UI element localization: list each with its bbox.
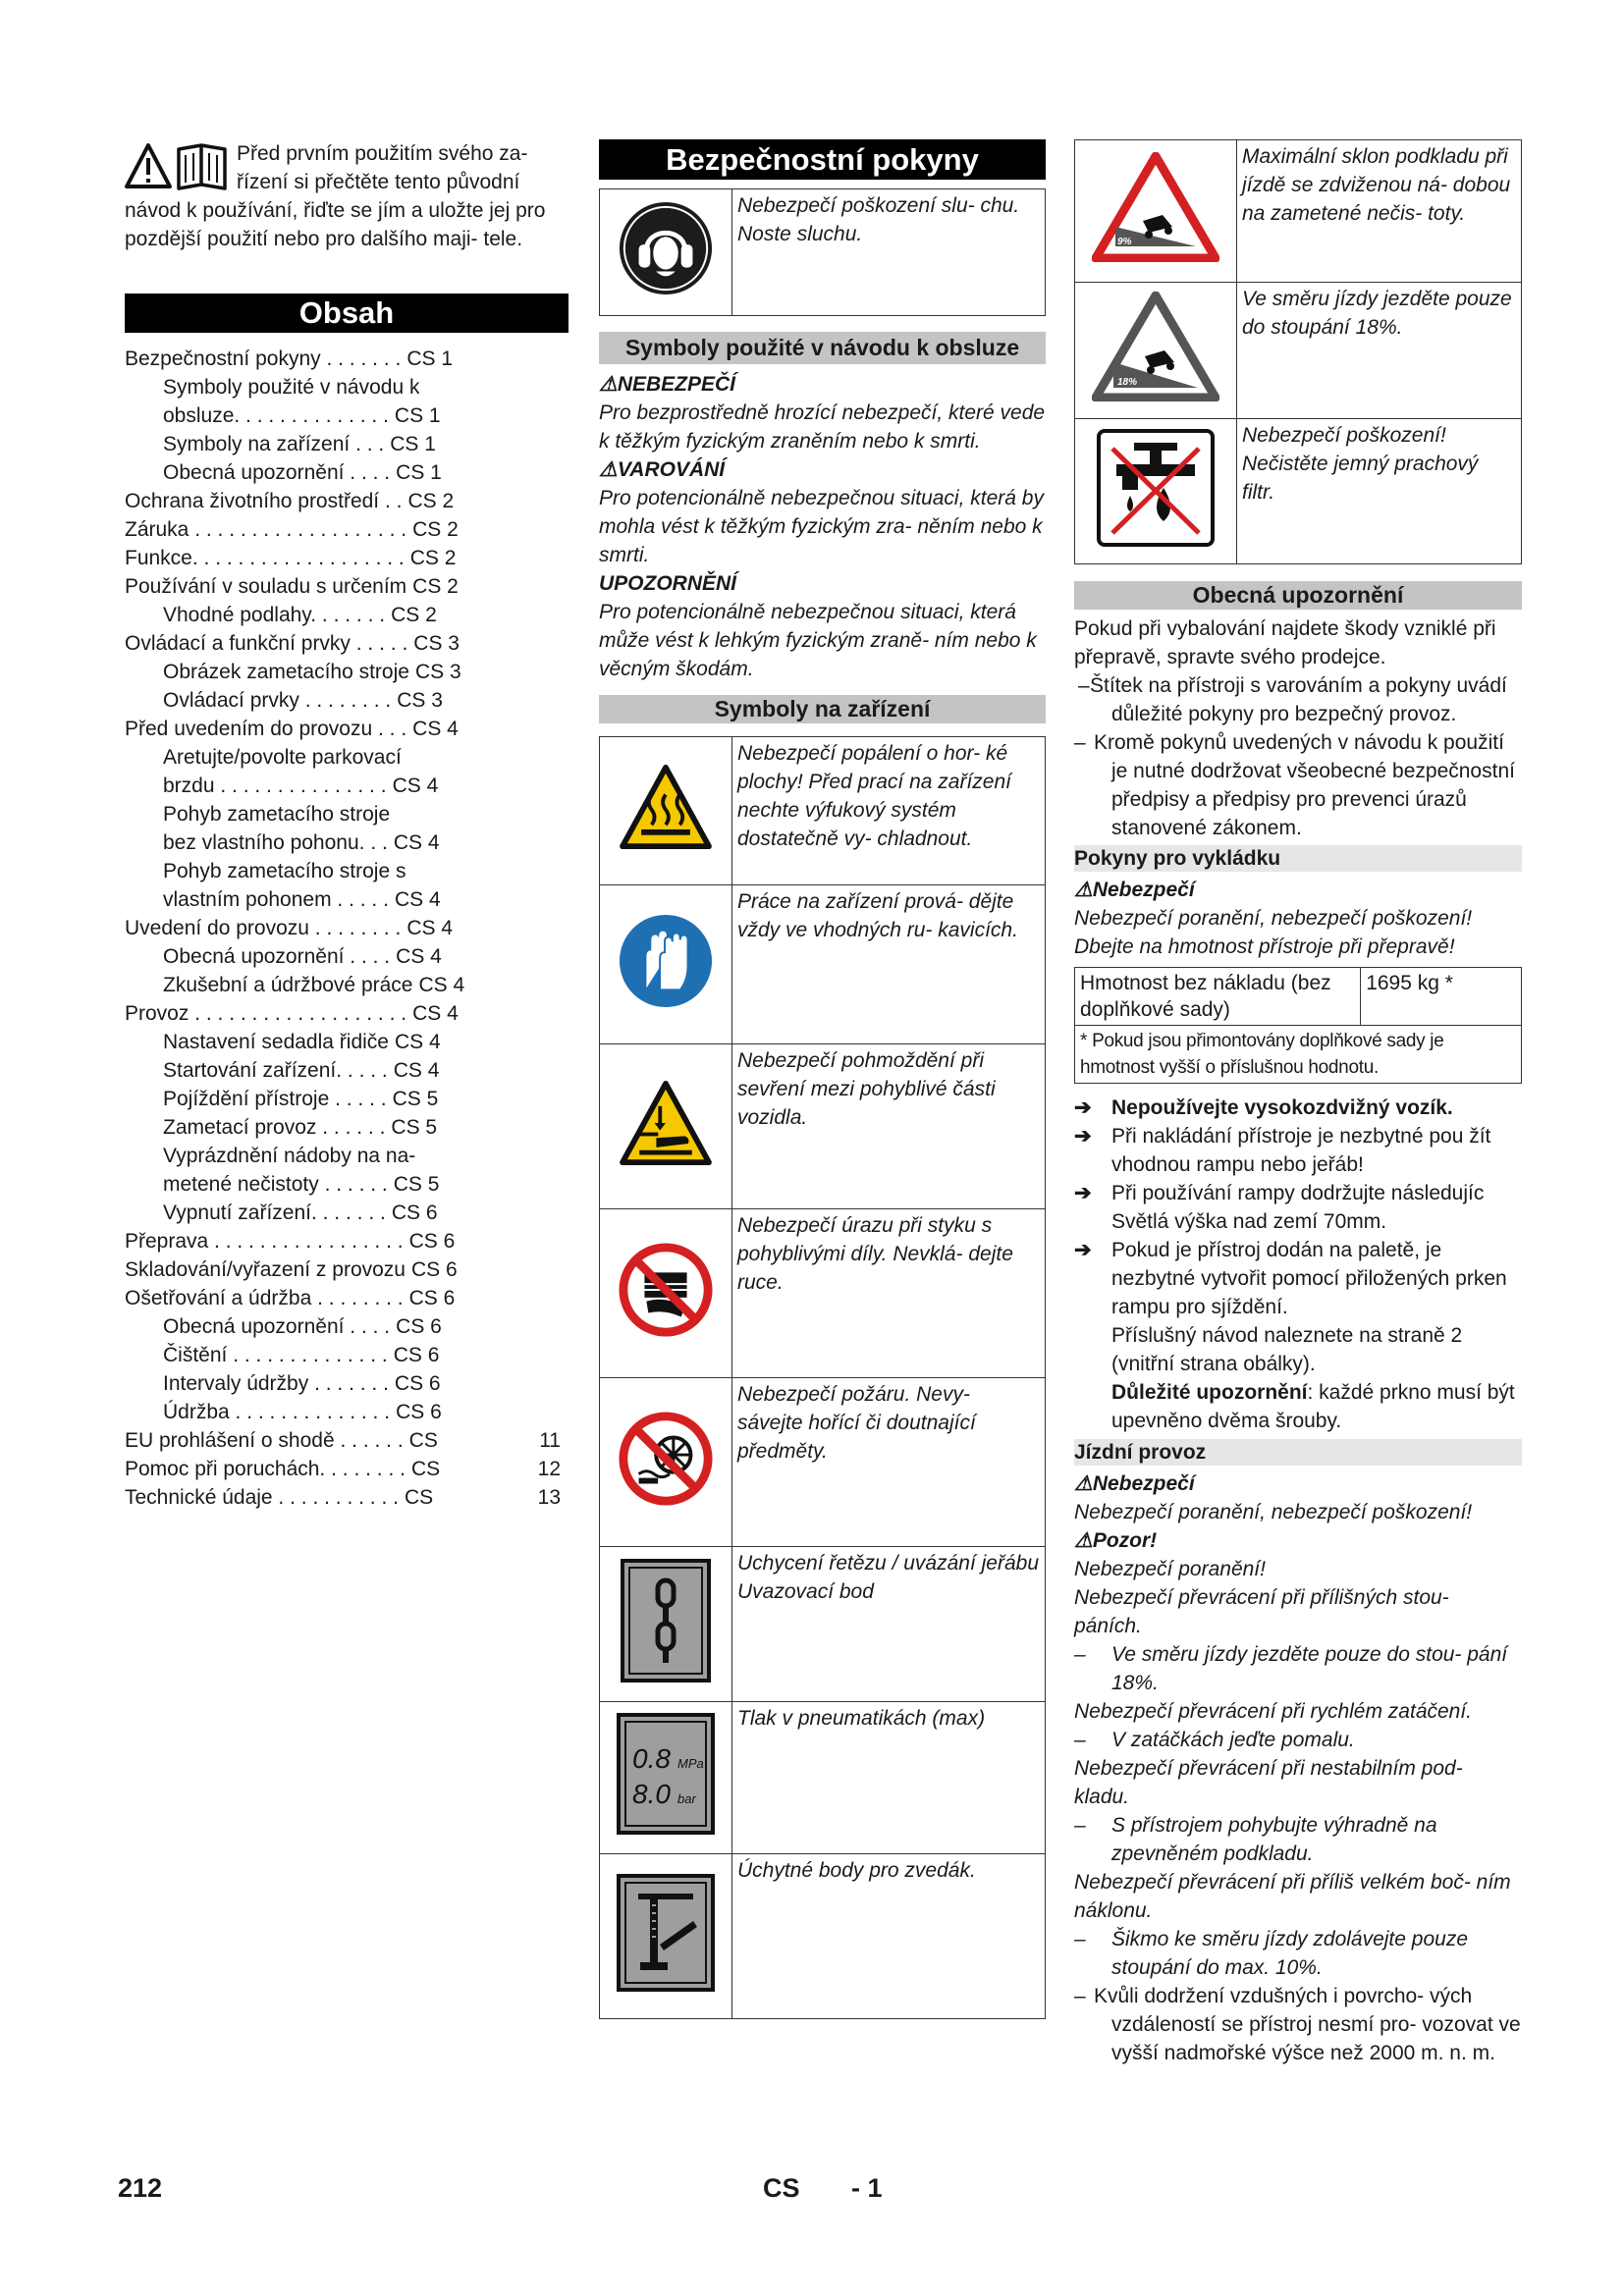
chain-tie-down-icon: [621, 1559, 711, 1682]
toc-entry[interactable]: [125, 601, 568, 629]
slope-9-text: Maximální sklon podkladu při jízdě se zdviženou ná- dobou na zametené nečis- toty.: [1237, 140, 1522, 283]
driving-heading: Jízdní provoz: [1074, 1439, 1522, 1466]
toc-entry[interactable]: [125, 857, 568, 885]
toc-entry-page: CS 6: [408, 1287, 456, 1309]
toc-entry-page: CS: [410, 1458, 441, 1480]
driving-lines: [1074, 1555, 1522, 1982]
toc-entry[interactable]: [125, 1483, 568, 1512]
hot-surface-cell: [600, 737, 732, 885]
unloading-item-2: [1074, 1122, 1522, 1179]
weight-label: Hmotnost bez nákladu (bez doplňkové sady): [1075, 968, 1361, 1026]
toc-entry[interactable]: [125, 572, 568, 601]
driving-line: Nebezpečí převrácení při přílišných stou- páních.: [1074, 1586, 1449, 1637]
toc-entry-title: Nastavení sedadla řidiče: [163, 1031, 389, 1053]
intro-block: [125, 139, 568, 253]
jack-point-cell: [600, 1854, 732, 2019]
toc-entry-title: Funkce. . . . . . . . . . . . . . . . . . .: [125, 547, 405, 569]
toc-entry[interactable]: [125, 800, 568, 828]
driving-line: Nebezpečí převrácení při rychlém zatáčení.: [1074, 1700, 1473, 1723]
toc-entry[interactable]: [125, 772, 568, 800]
toc-entry[interactable]: [125, 1085, 568, 1113]
general-item-2: – Kromě pokynů uvedených v návodu k použití je nutné dodržovat všeobecné bezpečnostní předpisy a předpisy pro prevenci úrazů stanovené zákonem.: [1074, 731, 1515, 839]
toc-entry-title: Pojíždění přístroje . . . . .: [163, 1088, 387, 1110]
weight-table: [1074, 967, 1522, 1084]
toc-entry-title: vlastním pohonem . . . . .: [163, 888, 389, 911]
toc-entry-title: Zametací provoz . . . . . .: [163, 1116, 386, 1139]
unloading-danger-text: Nebezpečí poranění, nebezpečí poškození! Dbejte na hmotnost přístroje při přepravě!: [1074, 907, 1473, 958]
toc-entry-title: Technické údaje . . . . . . . . . . .: [125, 1486, 399, 1509]
toc-entry-page-number: 13: [537, 1486, 561, 1509]
toc-entry[interactable]: [125, 715, 568, 743]
driving-line: Nebezpečí poranění!: [1074, 1558, 1266, 1580]
no-reaching-cell: [600, 1209, 732, 1378]
crush-text: Nebezpečí pohmoždění při sevření mezi pohyblivé části vozidla.: [732, 1044, 1046, 1209]
toc-entry-page: CS 2: [409, 547, 457, 569]
arrow-right-icon: ➔: [1074, 1125, 1092, 1148]
crush-cell: [600, 1044, 732, 1209]
toc-entry-page: CS 4: [393, 831, 440, 854]
toc-entry-title: obsluze. . . . . . . . . . . . . .: [163, 404, 389, 427]
toc-entry-page: CS 3: [397, 689, 443, 712]
toc-entry[interactable]: [125, 1426, 568, 1455]
unloading-item-4: [1074, 1236, 1522, 1321]
toc-entry[interactable]: [125, 401, 568, 430]
no-smoldering-objects-icon: [618, 1411, 714, 1507]
gauge-bottom-value: 8.0: [632, 1779, 671, 1809]
toc-entry[interactable]: [125, 1028, 568, 1056]
toc-entry[interactable]: [125, 828, 568, 857]
toc-entry-page: CS 2: [407, 490, 455, 512]
caution-label: UPOZORNĚNÍ: [599, 572, 737, 595]
column-left: [125, 139, 568, 1512]
toc-entry-page: CS 1: [394, 404, 441, 427]
toc-entry[interactable]: [125, 971, 568, 999]
gloves-cell: [600, 885, 732, 1044]
arrow-right-icon: ➔: [1074, 1096, 1092, 1119]
toc-entry[interactable]: [125, 1227, 568, 1255]
toc-entry[interactable]: [125, 629, 568, 658]
chain-text: [732, 1547, 1046, 1702]
filter-text: Nebezpečí poškození! Nečistěte jemný prachový filtr.: [1237, 419, 1522, 564]
toc-entry-title: Intervaly údržby . . . . . . .: [163, 1372, 389, 1395]
general-item-2-text: Kromě pokynů uvedených v návodu k použití je nutné dodržovat všeobecné bezpečnostní předpisy a předpisy pro prevenci úrazů stanovené zákonem.: [1094, 731, 1515, 839]
general-text: Pokud při vybalování najdete škody vzniklé při přepravě, spravte svého prodejce.: [1074, 617, 1496, 668]
intro-text: Před prvním použitím svého za- řízení si přečtěte tento původní návod k používání, řiďte se jím a uložte jej pro pozdější použití nebo pro dalšího maji- tele.: [125, 142, 546, 250]
toc-entry[interactable]: [125, 1255, 568, 1284]
toc-entry-title: Před uvedením do provozu . . .: [125, 718, 407, 740]
toc-entry-title: Pomoc při poruchách. . . . . . . .: [125, 1458, 406, 1480]
weight-note: * Pokud jsou přimontovány doplňkové sady je hmotnost vyšší o příslušnou hodnotu.: [1075, 1026, 1522, 1084]
toc-entry-title: Obecná upozornění . . . .: [163, 1315, 391, 1338]
max-slope-9-icon: [1092, 152, 1219, 262]
toc-entry-page: CS 6: [396, 1401, 442, 1423]
unloading-important: [1074, 1378, 1522, 1435]
toc-entry[interactable]: [125, 487, 568, 515]
fire-text: Nebezpečí požáru. Nevy- sávejte hořící či doutnající předměty.: [732, 1378, 1046, 1547]
unloading-list: [1074, 1094, 1522, 1435]
toc-entry-page: CS 1: [390, 433, 436, 455]
toc-entry[interactable]: [125, 430, 568, 458]
toc-entry-title: Ovládací prvky . . . . . . . .: [163, 689, 392, 712]
important-text: : každé prkno musí být upevněno dvěma šrouby.: [1111, 1381, 1515, 1432]
toc-entry[interactable]: [125, 885, 568, 914]
hot-surface-warning-icon: [619, 764, 713, 850]
toc-entry-page: CS 6: [393, 1344, 440, 1366]
toc-entry-title: Vhodné podlahy. . . . . . .: [163, 604, 386, 626]
fire-cell: [600, 1378, 732, 1547]
hot-surface-text: Nebezpečí popálení o hor- ké plochy! Před prací na zařízení nechte výfukový systém dostatečně vy- chladnout.: [732, 737, 1046, 885]
general-item-1-text: Štítek na přístroji s varováním a pokyny uvádí důležité pokyny pro bezpečný provoz.: [1090, 674, 1507, 725]
toc-entry-title: Pohyb zametacího stroje s: [163, 860, 406, 882]
toc-entry-title: Aretujte/povolte parkovací: [163, 746, 402, 769]
toc-entry[interactable]: [125, 658, 568, 686]
toc-entry[interactable]: [125, 914, 568, 942]
symbols-manual-heading: Symboly použité v návodu k obsluze: [599, 332, 1046, 364]
toc-heading: Obsah: [125, 294, 568, 333]
toc-entry[interactable]: [125, 686, 568, 715]
toc-entry[interactable]: [125, 1056, 568, 1085]
toc-entry[interactable]: [125, 1113, 568, 1142]
page-number: 212: [118, 2173, 163, 2203]
toc-entry-title: bez vlastního pohonu. . .: [163, 831, 388, 854]
driving-dash-item-text: V zatáčkách jeďte pomalu.: [1111, 1729, 1355, 1751]
driving-line: Nebezpečí převrácení při nestabilním pod- kladu.: [1074, 1757, 1463, 1808]
toc-entry-title: Vypnutí zařízení. . . . . . .: [163, 1201, 386, 1224]
toc-entry-title: Pohyb zametacího stroje: [163, 803, 391, 826]
symbols-manual-list: [599, 370, 1046, 683]
toc-entry-title: Symboly na zařízení . . .: [163, 433, 385, 455]
toc-entry-page: CS 2: [391, 604, 437, 626]
unloading-item-3-text: Při používání rampy dodržujte následujíc Světlá výška nad zemí 70mm.: [1111, 1182, 1485, 1233]
filter-cell: [1075, 419, 1237, 564]
danger-text: Pro bezprostředně hrozící nebezpečí, které vede k těžkým fyzickým zraněním nebo k smrti.: [599, 401, 1046, 453]
toc-entry-title: Obecná upozornění . . . .: [163, 461, 391, 484]
unloading-item-3: [1074, 1179, 1522, 1236]
toc-entry-page: CS 5: [391, 1116, 438, 1139]
wear-gloves-icon: [618, 913, 714, 1009]
toc-entry-title: Obrázek zametacího stroje: [163, 661, 409, 683]
column-middle: [599, 139, 1046, 2019]
toc-entry-title: Ovládací a funkční prvky . . . . .: [125, 632, 408, 655]
toc-entry-page: CS 3: [414, 661, 461, 683]
tire-pressure-text: Tlak v pneumatikách (max): [732, 1702, 1046, 1854]
toc-entry[interactable]: [125, 458, 568, 487]
no-cleaning-filter-icon: [1095, 427, 1217, 549]
unloading-danger-label: ⚠Nebezpečí: [1074, 879, 1195, 901]
toc-entry-page: CS 6: [391, 1201, 438, 1224]
driving-line: Nebezpečí převrácení při příliš velkém boč- ním náklonu.: [1074, 1871, 1511, 1922]
gloves-text: Práce na zařízení prová- dějte vždy ve vhodných ru- kavicích.: [732, 885, 1046, 1044]
toc-entry-title: EU prohlášení o shodě . . . . . .: [125, 1429, 404, 1452]
toc-entry-title: Ochrana životního prostředí . .: [125, 490, 403, 512]
column-right: [1074, 139, 1522, 2067]
toc-entry[interactable]: [125, 999, 568, 1028]
toc-entry-title: Startování zařízení. . . . .: [163, 1059, 388, 1082]
gauge-bottom-unit: bar: [677, 1791, 696, 1806]
slope-18-cell: [1075, 283, 1237, 419]
hearing-protection-table: [599, 188, 1046, 316]
slope-9-badge: 9%: [1117, 237, 1132, 247]
gauge-top-unit: MPa: [677, 1756, 704, 1771]
no-reaching-text: Nebezpečí úrazu při styku s pohyblivými díly. Nevklá- dejte ruce.: [732, 1209, 1046, 1378]
toc-entry-page: CS 4: [412, 718, 459, 740]
toc-entry[interactable]: [125, 1199, 568, 1227]
toc-entry-page: CS 6: [408, 1230, 456, 1253]
toc-entry[interactable]: [125, 942, 568, 971]
toc-entry-page: CS 5: [392, 1088, 439, 1110]
unloading-item-1-text: Nepoužívejte vysokozdvižný vozík.: [1111, 1096, 1453, 1119]
toc-entry-page-number: 12: [537, 1458, 561, 1480]
toc-entry-title: Uvedení do provozu . . . . . . . .: [125, 917, 402, 939]
driving-dash-item: – S přístrojem pohybujte výhradně na zpevněném podkladu.: [1074, 1814, 1437, 1865]
crush-hazard-icon: [618, 1080, 714, 1166]
toc-entry-title: brzdu . . . . . . . . . . . . . . .: [163, 774, 387, 797]
tire-pressure-cell: [600, 1702, 732, 1854]
toc-entry-title: Obecná upozornění . . . .: [163, 945, 391, 968]
footer-lang: CS: [763, 2173, 800, 2203]
toc-entry[interactable]: [125, 1398, 568, 1426]
driving-dash-item-text: S přístrojem pohybujte výhradně na zpevněném podkladu.: [1111, 1814, 1437, 1865]
warning-label: ⚠VAROVÁNÍ: [599, 458, 726, 481]
toc-entry[interactable]: [125, 743, 568, 772]
warning-book-icon: [125, 141, 231, 190]
toc-entry-title: Údržba . . . . . . . . . . . . . .: [163, 1401, 391, 1423]
driving-dash-item-text: Ve směru jízdy jezděte pouze do stou- pání 18%.: [1111, 1643, 1508, 1694]
toc-entry-title: Provoz . . . . . . . . . . . . . . . . . . .: [125, 1002, 407, 1025]
toc-entry-page: CS 6: [396, 1315, 442, 1338]
toc-entry[interactable]: [125, 373, 568, 401]
driving-dash-item: – Šikmo ke směru jízdy zdolávejte pouze stoupání do max. 10%.: [1074, 1928, 1468, 1979]
slope-18-badge: 18%: [1117, 377, 1138, 388]
toc-entry-title: Čištění . . . . . . . . . . . . . .: [163, 1344, 388, 1366]
toc-entry-page: CS: [408, 1429, 438, 1452]
toc-entry-page: CS 2: [412, 575, 459, 598]
general-item-1: – Štítek na přístroji s varováním a pokyny uvádí důležité pokyny pro bezpečný provoz.: [1078, 674, 1507, 725]
safety-heading: Bezpečnostní pokyny: [599, 139, 1046, 180]
toc-entry-title: Ošetřování a údržba . . . . . . . .: [125, 1287, 404, 1309]
toc-entry-title: Vyprázdnění nádoby na na-: [163, 1145, 416, 1167]
toc-entry-page: CS 3: [413, 632, 460, 655]
toc-entry-page: CS 2: [412, 518, 459, 541]
toc-entry[interactable]: [125, 544, 568, 572]
hearing-text: Nebezpečí poškození slu- chu. Noste sluchu.: [732, 189, 1046, 316]
symbols-device-heading: Symboly na zařízení: [599, 695, 1046, 723]
danger-label: ⚠NEBEZPEČÍ: [599, 373, 736, 396]
chain-cell: [600, 1547, 732, 1702]
chain-text-span: Uchycení řetězu / uvázání jeřábu Uvazovací bod: [737, 1552, 1040, 1603]
max-slope-18-icon: [1092, 292, 1219, 401]
weight-value: 1695 kg *: [1361, 968, 1522, 1026]
slope-9-cell: [1075, 140, 1237, 283]
warning-text: Pro potencionálně nebezpečnou situaci, která by mohla vést k těžkým fyzickým zra- něním nebo k smrti.: [599, 487, 1044, 566]
toc-entry[interactable]: [125, 1369, 568, 1398]
toc-entry-title: Bezpečnostní pokyny . . . . . . .: [125, 347, 402, 370]
slope-18-text: Ve směru jízdy jezděte pouze do stoupání 18%.: [1237, 283, 1522, 419]
driving-last-item: – Kvůli dodržení vzdušných i povrcho- vých vzdáleností se přístroj nesmí pro- vozovat ve vyšší nadmořské výšce než 2000 m. n. m.: [1074, 1985, 1521, 2064]
footer-section: - 1: [851, 2173, 883, 2203]
toc-entry-page: CS 4: [394, 888, 441, 911]
toc-entry-title: metené nečistoty . . . . . .: [163, 1173, 388, 1196]
toc-entry[interactable]: [125, 1142, 568, 1170]
driving-dash-item: – Ve směru jízdy jezděte pouze do stou- pání 18%.: [1074, 1643, 1508, 1694]
jack-point-text: Úchytné body pro zvedák.: [732, 1854, 1046, 2019]
driving-last-item-text: Kvůli dodržení vzdušných i povrcho- vých vzdáleností se přístroj nesmí pro- vozovat ve vyšší nadmořské výšce než 2000 m. n. m.: [1094, 1985, 1521, 2064]
ear-protection-cell: [600, 189, 732, 316]
toc-entry[interactable]: [125, 1312, 568, 1341]
toc-entry-page: CS 4: [393, 1059, 440, 1082]
driving-danger-label: ⚠Nebezpečí: [1074, 1472, 1195, 1495]
toc-entry[interactable]: [125, 1341, 568, 1369]
toc-entry[interactable]: [125, 1455, 568, 1483]
unloading-item-4-text: Pokud je přístroj dodán na paletě, je nezbytné vytvořit pomocí přiložených prken rampu pro sjíždění.: [1111, 1239, 1507, 1318]
toc-entry-page: CS 4: [396, 945, 442, 968]
arrow-right-icon: ➔: [1074, 1182, 1092, 1204]
toc-entry-page: CS 1: [396, 461, 442, 484]
toc-entry-page: CS 5: [393, 1173, 440, 1196]
table-of-contents: [125, 345, 568, 1512]
general-heading: Obecná upozornění: [1074, 581, 1522, 610]
toc-entry-page: CS 4: [412, 1002, 459, 1025]
gauge-top-value: 0.8: [632, 1743, 671, 1774]
driving-dash-item-text: Šikmo ke směru jízdy zdolávejte pouze stoupání do max. 10%.: [1111, 1928, 1468, 1979]
important-label: Důležité upozornění: [1111, 1381, 1308, 1404]
unloading-heading: Pokyny pro vykládku: [1074, 845, 1522, 872]
toc-entry-page: CS 6: [394, 1372, 441, 1395]
driving-danger-text: Nebezpečí poranění, nebezpečí poškození!: [1074, 1501, 1473, 1523]
unloading-extra: Příslušný návod naleznete na straně 2 (vnitřní strana obálky).: [1111, 1324, 1463, 1375]
ear-protection-icon: [618, 200, 714, 296]
toc-entry-page: CS 6: [410, 1258, 458, 1281]
toc-entry-page: CS 1: [406, 347, 453, 370]
toc-entry-title: Symboly použité v návodu k: [163, 376, 420, 399]
unloading-item-1: [1074, 1094, 1522, 1122]
toc-entry-page: CS 4: [392, 774, 439, 797]
arrow-right-icon: ➔: [1074, 1239, 1092, 1261]
toc-entry-title: Používání v souladu s určením: [125, 575, 407, 598]
toc-entry-title: Přeprava . . . . . . . . . . . . . . . . .: [125, 1230, 404, 1253]
toc-entry-title: Zkušební a údržbové práce: [163, 974, 413, 996]
driving-dash-item: – V zatáčkách jeďte pomalu.: [1074, 1729, 1355, 1751]
driving-caution-label: ⚠Pozor!: [1074, 1529, 1158, 1552]
no-reaching-icon: [618, 1242, 714, 1338]
toc-entry-page: CS: [404, 1486, 434, 1509]
toc-entry-page: CS 4: [418, 974, 465, 996]
toc-entry-title: Záruka . . . . . . . . . . . . . . . . . . .: [125, 518, 407, 541]
toc-entry-page: CS 4: [394, 1031, 441, 1053]
toc-entry[interactable]: [125, 1170, 568, 1199]
toc-entry-title: Skladování/vyřazení z provozu: [125, 1258, 406, 1281]
jack-point-icon: [617, 1874, 715, 1992]
toc-entry[interactable]: [125, 515, 568, 544]
toc-entry-page-number: 11: [539, 1429, 561, 1452]
slope-signs-table: [1074, 139, 1522, 564]
toc-entry[interactable]: [125, 1284, 568, 1312]
unloading-item-2-text: Při nakládání přístroje je nezbytné pou žít vhodnou rampu nebo jeřáb!: [1111, 1125, 1491, 1176]
device-symbols-table: [599, 736, 1046, 2019]
toc-entry[interactable]: [125, 345, 568, 373]
tire-pressure-icon: [617, 1713, 715, 1835]
toc-entry-page: CS 4: [406, 917, 453, 939]
caution-text: Pro potencionálně nebezpečnou situaci, která může vést k lehkým fyzickým zraně- ním nebo k věcným škodám.: [599, 601, 1037, 680]
